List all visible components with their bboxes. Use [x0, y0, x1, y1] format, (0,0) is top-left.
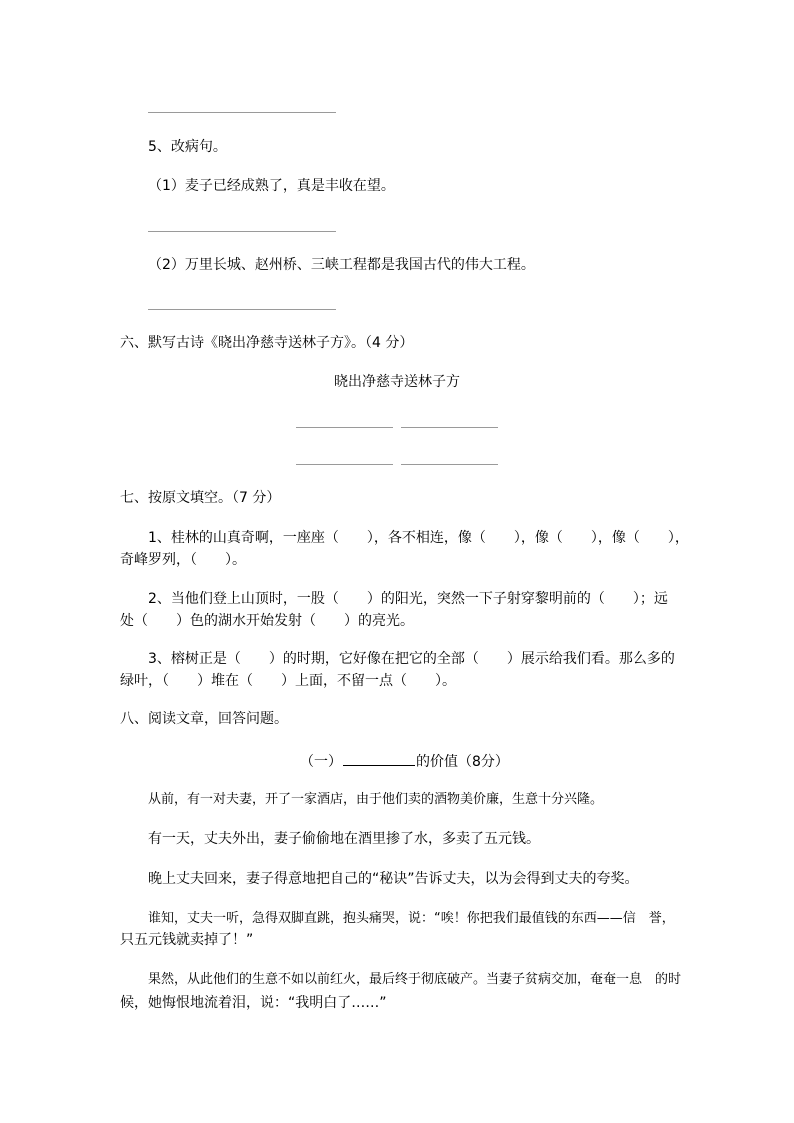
- fill-item-2-line-2: 处（ ）色的湖水开始发射（ ）的亮光。: [120, 613, 414, 629]
- story-paragraph-5-line-1: 果然，从此他们的生意不如以前红火，最后终于彻底破产。当妻子贫病交加，奄奄一息 的时: [148, 972, 682, 987]
- question-5-heading: 5、改病句。: [148, 139, 227, 155]
- fill-item-1-line-2: 奇峰罗列，（ ）。: [120, 552, 246, 568]
- fill-item-2-line-1: 2、当他们登上山顶时，一股（ ）的阳光，突然一下子射穿黎明前的（ ）；远: [148, 591, 668, 607]
- reading-title-suffix: 的价值（8分）: [416, 754, 509, 770]
- fill-item-3-line-2: 绿叶，（ ）堆在（ ）上面，不留一点（ ）。: [120, 673, 456, 689]
- section-8-heading: 八、阅读文章，回答问题。: [120, 711, 288, 727]
- story-paragraph-3: 晚上丈夫回来，妻子得意地把自己的“秘诀”告诉丈夫，以为会得到丈夫的夸奖。: [148, 871, 639, 887]
- story-paragraph-2: 有一天，丈夫外出，妻子偷偷地在酒里掺了水，多卖了五元钱。: [148, 831, 540, 847]
- question-5-sentence-2: （2）万里长城、赵州桥、三峡工程都是我国古代的伟大工程。: [148, 257, 535, 273]
- poem-answer-line[interactable]: [401, 464, 498, 465]
- title-blank[interactable]: [343, 751, 415, 766]
- story-paragraph-1: 从前，有一对夫妻，开了一家酒店，由于他们卖的酒物美价廉，生意十分兴隆。: [148, 792, 604, 807]
- story-paragraph-4-line-2: 只五元钱就卖掉了！”: [120, 932, 254, 948]
- fill-item-3-line-1: 3、榕树正是（ ）的时期，它好像在把它的全部（ ）展示给我们看。那么多的: [148, 651, 675, 667]
- section-6-heading: 六、默写古诗《晓出净慈寺送林子方》。（4 分）: [120, 335, 414, 351]
- poem-answer-line[interactable]: [296, 427, 393, 428]
- answer-line[interactable]: [148, 112, 336, 113]
- fill-item-1-line-1: 1、桂林的山真奇啊，一座座（ ），各不相连，像（ ），像（ ），像（ ），: [148, 530, 689, 546]
- question-5-sentence-1: （1）麦子已经成熟了，真是丰收在望。: [148, 178, 395, 194]
- section-7-heading: 七、按原文填空。（7 分）: [120, 490, 281, 506]
- story-paragraph-4-line-1: 谁知，丈夫一听，急得双脚直跳，抱头痛哭，说：“唉！你把我们最值钱的东西——信 誉，: [148, 911, 675, 926]
- poem-title: 晓出净慈寺送林子方: [334, 374, 460, 390]
- story-paragraph-5-line-2: 候，她悔恨地流着泪，说：“我明白了……”: [120, 995, 387, 1011]
- poem-answer-line[interactable]: [401, 427, 498, 428]
- poem-answer-line[interactable]: [296, 464, 393, 465]
- answer-line[interactable]: [148, 231, 336, 232]
- reading-title-prefix: （一）: [300, 754, 342, 770]
- reading-title: [300, 751, 509, 770]
- answer-line[interactable]: [148, 309, 336, 310]
